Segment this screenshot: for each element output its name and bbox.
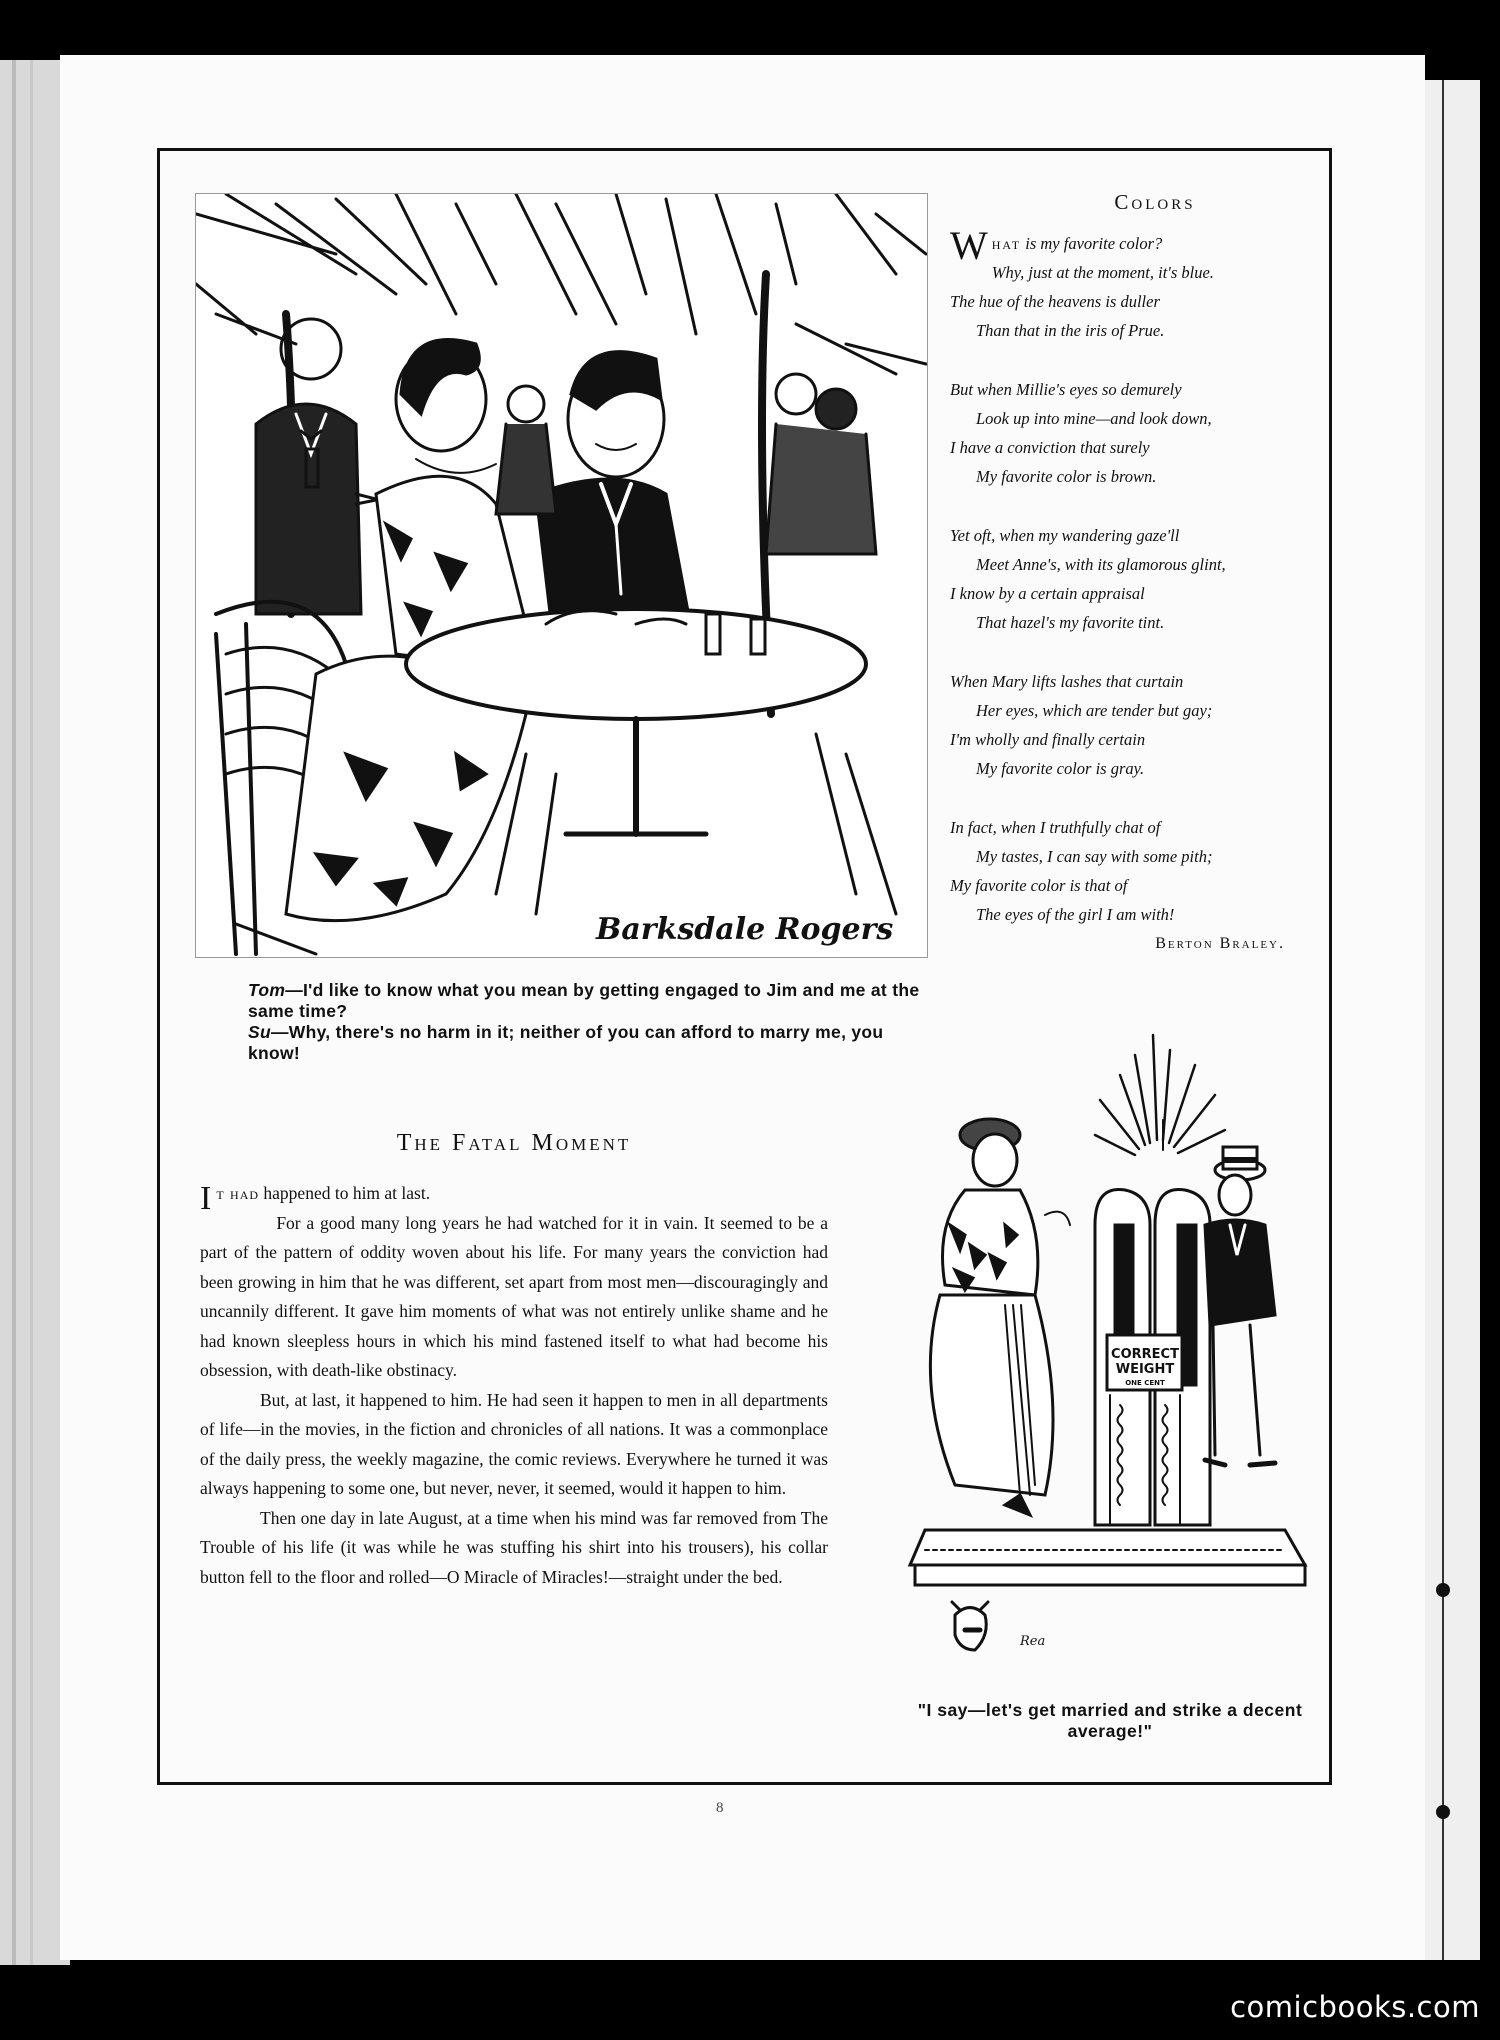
poem-stanza-2 <box>950 375 1320 491</box>
poem-line: Her eyes, which are tender but gay; <box>976 701 1213 720</box>
cartoon-caption-tom-su <box>200 980 920 1064</box>
poem-stanza-5 <box>950 813 1320 929</box>
poem-stanza-3 <box>950 521 1320 637</box>
poem-line: Meet Anne's, with its glamorous glint, <box>976 555 1226 574</box>
poem-line: That hazel's my favorite tint. <box>976 613 1165 632</box>
poem-line: Look up into mine—and look down, <box>976 409 1212 428</box>
poem-stanza-4 <box>950 667 1320 783</box>
story-paragraph: For a good many long years he had watched for it in vain. It seemed to be a part of the pattern of oddity woven about his life. For many years the conviction had been growing in him that he was different, set apart from most men—discouragingly and uncannily different. It gave him moments of what was not entirely unlike shame and he had known sleepless hours in which his mind fastened itself to what had become his obsession, with death-like obstinacy. <box>200 1212 828 1380</box>
poem-title: Colors <box>1114 190 1196 214</box>
poem-line: My favorite color is that of <box>950 876 1128 895</box>
cafe-couple-illustration <box>195 193 928 958</box>
page-number: 8 <box>716 1800 724 1816</box>
caption-line-su: —Why, there's no harm in it; neither of you can afford to marry me, you know! <box>248 1022 884 1063</box>
poem-line: In fact, when I truthfully chat of <box>950 818 1161 837</box>
story-opening-rest: happened to him at last. <box>259 1183 431 1203</box>
poem-author: Berton Braley. <box>1155 935 1285 952</box>
story-fatal-moment <box>200 1130 828 1592</box>
poem-line: When Mary lifts lashes that curtain <box>950 672 1184 691</box>
poem-stanza-1 <box>950 223 1320 345</box>
poem-line: Yet oft, when my wandering gaze'll <box>950 526 1180 545</box>
poem-line: Why, just at the moment, it's blue. <box>991 263 1214 282</box>
poem-line: My favorite color is brown. <box>976 467 1157 486</box>
speaker-tom: Tom <box>248 980 286 1000</box>
story-paragraph: But, at last, it happened to him. He had seen it happen to men in all departments of life—in the movies, in the fiction and chronicles of all nations. It was a commonplace of the daily press, the weekly magazine, the comic reviews. Everywhere he turned it was always happening to some one, but never, never, it seemed, would it happen to him. <box>200 1389 828 1498</box>
poem-dropcap: W <box>950 223 988 268</box>
speaker-su: Su <box>248 1022 271 1042</box>
scale-cartoon-drawing <box>895 1025 1325 1680</box>
poem-line: I'm wholly and finally certain <box>950 730 1146 749</box>
story-opening-line <box>200 1179 828 1217</box>
poem-line: I know by a certain appraisal <box>950 584 1145 603</box>
cafe-sketch-drawing <box>196 194 928 958</box>
poem-line: The hue of the heavens is duller <box>950 292 1160 311</box>
poem-colors <box>950 190 1320 953</box>
story-dropcap: I <box>200 1180 212 1217</box>
caption-line-tom: —I'd like to know what you mean by getting engaged to Jim and me at the same time? <box>248 980 920 1021</box>
facing-page-edge <box>1420 80 1480 1960</box>
story-title: The Fatal Moment <box>396 1130 632 1156</box>
poem-line: is my favorite color? <box>1021 234 1163 253</box>
poem-line: Than that in the iris of Prue. <box>976 321 1165 340</box>
poem-line: The eyes of the girl I am with! <box>976 905 1175 924</box>
poem-line: I have a conviction that surely <box>950 438 1150 457</box>
scale-sign-line3: ONE CENT <box>1125 1379 1165 1387</box>
scale-cartoon-caption: "I say—let's get married and strike a decent average!" <box>917 1700 1303 1741</box>
story-paragraph: Then one day in late August, at a time when his mind was far removed from The Trouble of his life (it was while he was stuffing his shirt into his trousers), his collar button fell to the floor and rolled—O Miracle of Miracles!—straight under the bed. <box>200 1507 828 1587</box>
poem-opening-smallcaps: hat <box>991 234 1022 253</box>
scale-sign-line1: CORRECT <box>1111 1347 1179 1362</box>
story-opening-smallcaps: t had <box>216 1183 260 1203</box>
site-watermark: comicbooks.com <box>1230 1990 1480 2024</box>
poem-line: My tastes, I can say with some pith; <box>976 847 1213 866</box>
cartoonist-signature: Rea <box>1020 1634 1046 1649</box>
poem-line: But when Millie's eyes so demurely <box>950 380 1182 399</box>
weighing-scale-illustration <box>895 1025 1325 1680</box>
poem-line: My favorite color is gray. <box>976 759 1145 778</box>
illustrator-signature: Barksdale Rogers <box>596 912 894 947</box>
scale-sign-line2: WEIGHT <box>1115 1362 1175 1377</box>
